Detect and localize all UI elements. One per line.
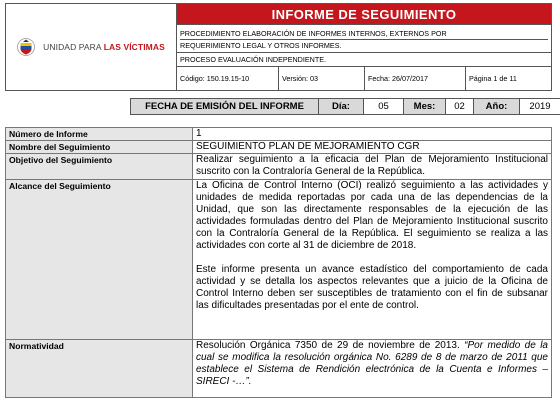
scope-paragraph-1: La Oficina de Control Interno (OCI) realizó seguimiento a las actividades y unidades de medida reportadas por cada una de las dependencias de la Unidad, que son las directamente responsables de la ejecución de las actividades formuladas dentro del Plan de Mejoramiento Institucional suscrito con la Contraloría General de la República. El seguimiento se realiza a las actividades con corte al 31 de diciembre de 2018. (196, 180, 548, 251)
month-value: 02 (446, 99, 474, 114)
tracking-name-value: SEGUIMIENTO PLAN DE MEJORAMIENTO CGR (193, 141, 552, 154)
procedure-line-2: REQUERIMIENTO LEGAL Y OTROS INFORMES. (180, 41, 342, 50)
tracking-name-label: Nombre del Seguimiento (6, 141, 193, 154)
scope-paragraph-2: Este informe presenta un avance estadístico del comportamiento de cada actividad y se detalla los aspectos relevantes que a juicio de la Oficina de Control Interno deben ser susceptibles de tratamiento con el fin de subsanar las dificultades presentadas por el ente de control. (196, 264, 548, 311)
day-label: Día: (319, 99, 364, 114)
table-row (6, 180, 552, 340)
table-row (6, 141, 552, 154)
report-details-table (5, 127, 552, 398)
objective-value: Realizar seguimiento a la eficacia del Plan de Mejoramiento Institucional suscrito con la Contraloría General de la República. (193, 154, 552, 180)
document-title: INFORME DE SEGUIMIENTO (177, 4, 551, 25)
process-name: PROCESO EVALUACIÓN INDEPENDIENTE. (177, 53, 551, 67)
report-number-value: 1 (193, 128, 552, 141)
document-metadata (177, 67, 551, 90)
document-code: Código: 150.19.15-10 (177, 67, 279, 90)
day-value: 05 (364, 99, 404, 114)
scope-value (193, 180, 552, 340)
procedure-line-1: PROCEDIMIENTO ELABORACIÓN DE INFORMES INTERNOS, EXTERNOS POR (180, 28, 548, 40)
month-label: Mes: (404, 99, 446, 114)
regulations-plain: Resolución Orgánica 7350 de 29 de noviembre de 2013. (196, 340, 465, 351)
colombia-coat-of-arms-icon (17, 37, 35, 57)
regulations-label: Normatividad (6, 340, 193, 398)
document-version: Versión: 03 (279, 67, 365, 90)
document-date: Fecha: 26/07/2017 (365, 67, 466, 90)
report-number-label: Número de Informe (6, 128, 193, 141)
regulations-value (193, 340, 552, 398)
year-label: Año: (474, 99, 520, 114)
procedure-name (177, 25, 551, 53)
document-header (5, 3, 552, 91)
logo-cell (6, 4, 177, 90)
header-info (177, 4, 551, 90)
page-number: Página 1 de 11 (469, 74, 517, 83)
objective-label: Objetivo del Seguimiento (6, 154, 193, 180)
emission-date-row (130, 98, 560, 115)
logo-text: UNIDAD PARA LAS VÍCTIMAS (43, 42, 165, 52)
table-row (6, 128, 552, 141)
table-row (6, 340, 552, 398)
regulations-italic: “Por medido de la cual se modifica la resolución orgánica No. 6289 de 8 de marzo de 2011 que establece el Sistema de Rendición electrónica de la Cuenta e Informes – SIRECI -…”. (196, 340, 548, 387)
scope-label: Alcance del Seguimiento (6, 180, 193, 340)
year-value: 2019 (529, 101, 551, 112)
emission-label: FECHA DE EMISIÓN DEL INFORME (131, 99, 319, 114)
table-row (6, 154, 552, 180)
